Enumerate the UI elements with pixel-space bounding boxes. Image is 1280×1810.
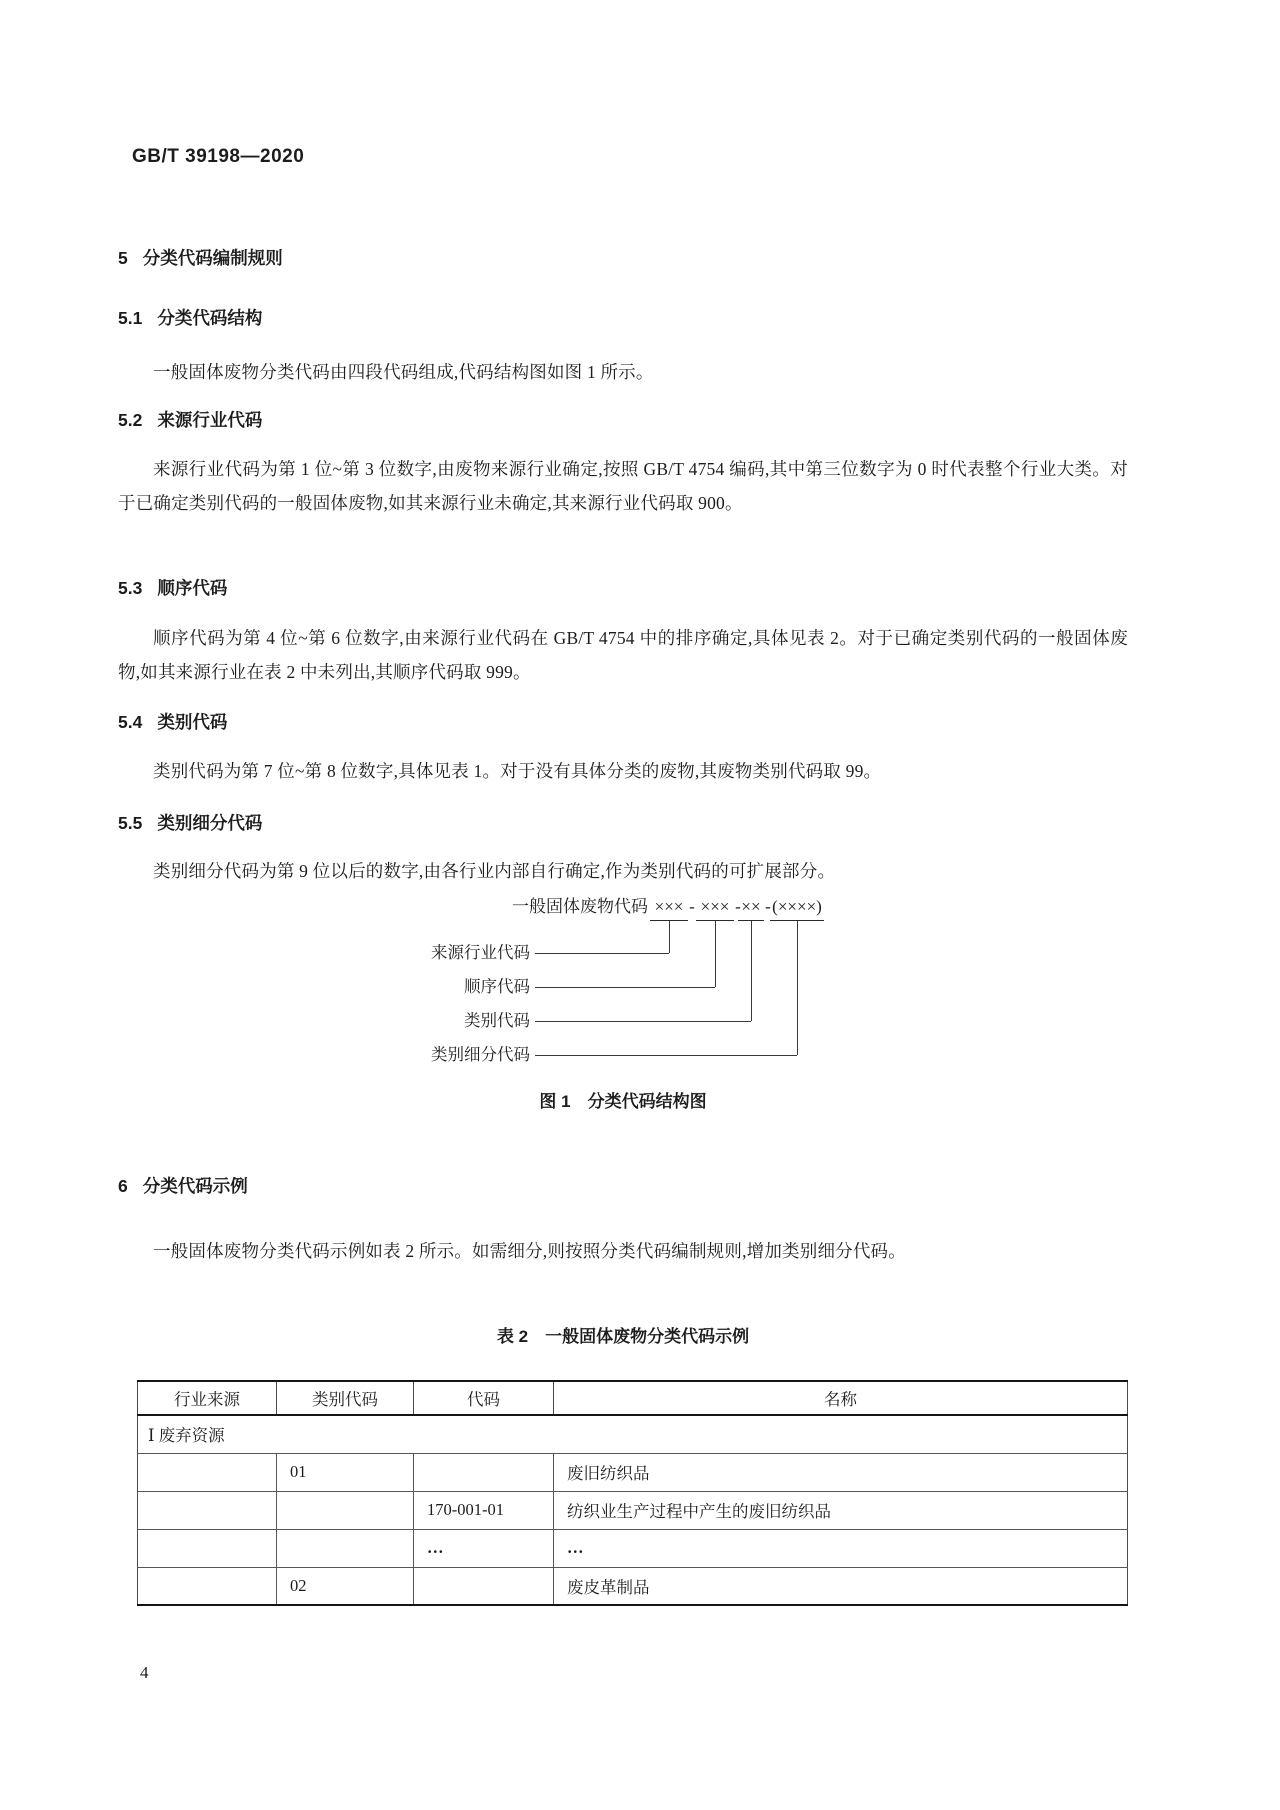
section-heading-5: [118, 246, 1128, 270]
column-header-industry-source: 行业来源: [138, 1381, 277, 1415]
cell-industry: [138, 1453, 277, 1491]
section-title: 类别细分代码: [157, 813, 263, 833]
column-header-category-code: 类别代码: [277, 1381, 414, 1415]
code-group-subcategory: (××××): [770, 895, 824, 921]
table-row: [138, 1529, 1128, 1567]
section-title: 类别代码: [157, 712, 228, 732]
connector-line: [535, 1055, 797, 1056]
cell-industry: [138, 1567, 277, 1605]
paragraph-5-5: 类别细分代码为第 9 位以后的数字,由各行业内部自行确定,作为类别代码的可扩展部分。: [153, 861, 836, 881]
code-group-industry: ×××: [650, 895, 688, 921]
table-section-row: [138, 1415, 1128, 1453]
section-row-label: Ⅰ 废弃资源: [148, 1426, 225, 1446]
section-number: 5.5: [118, 813, 143, 833]
figure-label-subcategory-code: 类别细分代码: [431, 1045, 530, 1064]
section-title: 分类代码示例: [142, 1176, 248, 1196]
paragraph-5-3: 顺序代码为第 4 位~第 6 位数字,由来源行业代码在 GB/T 4754 中的排序确定,具体见表 2。对于已确定类别代码的一般固体废物,如其来源行业在表 2 中未列出,其顺序代码取 999。: [118, 628, 1128, 682]
column-header-code: 代码: [414, 1381, 554, 1415]
table-row: [138, 1453, 1128, 1491]
connector-line: [797, 921, 798, 1055]
connector-line: [751, 921, 752, 1021]
section-number: 5.1: [118, 308, 143, 328]
paragraph-5-1: 一般固体废物分类代码由四段代码组成,代码结构图如图 1 所示。: [153, 362, 654, 382]
cell-category: 01: [277, 1453, 414, 1491]
cell-code: 170-001-01: [414, 1491, 554, 1529]
figure-code-structure-diagram: [400, 895, 870, 1075]
cell-name: 废皮革制品: [554, 1567, 1128, 1605]
figure-label-category-code: 类别代码: [464, 1011, 530, 1030]
cell-category: [277, 1491, 414, 1529]
section-number: 5.3: [118, 578, 143, 598]
table-row: [138, 1491, 1128, 1529]
code-separator: -: [735, 897, 741, 916]
code-group-sequence: ×××: [696, 895, 734, 921]
section-title: 分类代码编制规则: [142, 248, 283, 268]
cell-name: …: [554, 1529, 1128, 1567]
cell-name: 纺织业生产过程中产生的废旧纺织品: [554, 1491, 1128, 1529]
section-title: 分类代码结构: [157, 308, 263, 328]
table-header-row: [138, 1381, 1128, 1415]
code-separator: -: [765, 897, 771, 916]
table-waste-code-examples: [137, 1380, 1127, 1606]
cell-industry: [138, 1529, 277, 1567]
section-title: 顺序代码: [157, 578, 228, 598]
code-separator: -: [689, 897, 695, 916]
standard-number-header: GB/T 39198—2020: [132, 146, 305, 167]
table-title: 表 2 一般固体废物分类代码示例: [496, 1327, 750, 1346]
cell-name: 废旧纺织品: [554, 1453, 1128, 1491]
cell-code: [414, 1567, 554, 1605]
cell-code: …: [414, 1529, 554, 1567]
column-header-name: 名称: [554, 1381, 1128, 1415]
figure-label-industry-code: 来源行业代码: [431, 943, 530, 962]
cell-category: 02: [277, 1567, 414, 1605]
page-number: 4: [140, 1663, 149, 1682]
section-title: 来源行业代码: [157, 410, 263, 430]
code-group-category: ××: [738, 895, 764, 921]
cell-category: [277, 1529, 414, 1567]
section-number: 5.4: [118, 712, 143, 732]
section-heading-5-5: [118, 811, 1128, 835]
connector-line: [535, 987, 715, 988]
connector-line: [715, 921, 716, 987]
connector-line: [535, 1021, 751, 1022]
figure-caption: 图 1 分类代码结构图: [539, 1092, 707, 1111]
section-heading-5-4: [118, 710, 1128, 734]
table-row: [138, 1567, 1128, 1605]
connector-line: [535, 953, 669, 954]
section-heading-5-3: [118, 576, 1128, 600]
connector-line: [669, 921, 670, 953]
cell-industry: [138, 1491, 277, 1529]
section-number: 5: [118, 248, 128, 268]
section-number: 5.2: [118, 410, 143, 430]
figure-code-line: [400, 895, 870, 919]
cell-code: [414, 1453, 554, 1491]
section-heading-6: [118, 1174, 1128, 1198]
paragraph-5-4: 类别代码为第 7 位~第 8 位数字,具体见表 1。对于没有具体分类的废物,其废物类别代码取 99。: [153, 761, 882, 781]
section-heading-5-2: [118, 408, 1128, 432]
section-number: 6: [118, 1176, 128, 1196]
section-heading-5-1: [118, 306, 1128, 330]
figure-code-prefix: 一般固体废物代码: [512, 897, 648, 916]
paragraph-5-2: 来源行业代码为第 1 位~第 3 位数字,由废物来源行业确定,按照 GB/T 4754 编码,其中第三位数字为 0 时代表整个行业大类。对于已确定类别代码的一般固体废物,如其来源行业未确定,其来源行业代码取 900。: [118, 459, 1128, 513]
figure-label-sequence-code: 顺序代码: [464, 977, 530, 996]
paragraph-6: 一般固体废物分类代码示例如表 2 所示。如需细分,则按照分类代码编制规则,增加类别细分代码。: [153, 1241, 906, 1261]
